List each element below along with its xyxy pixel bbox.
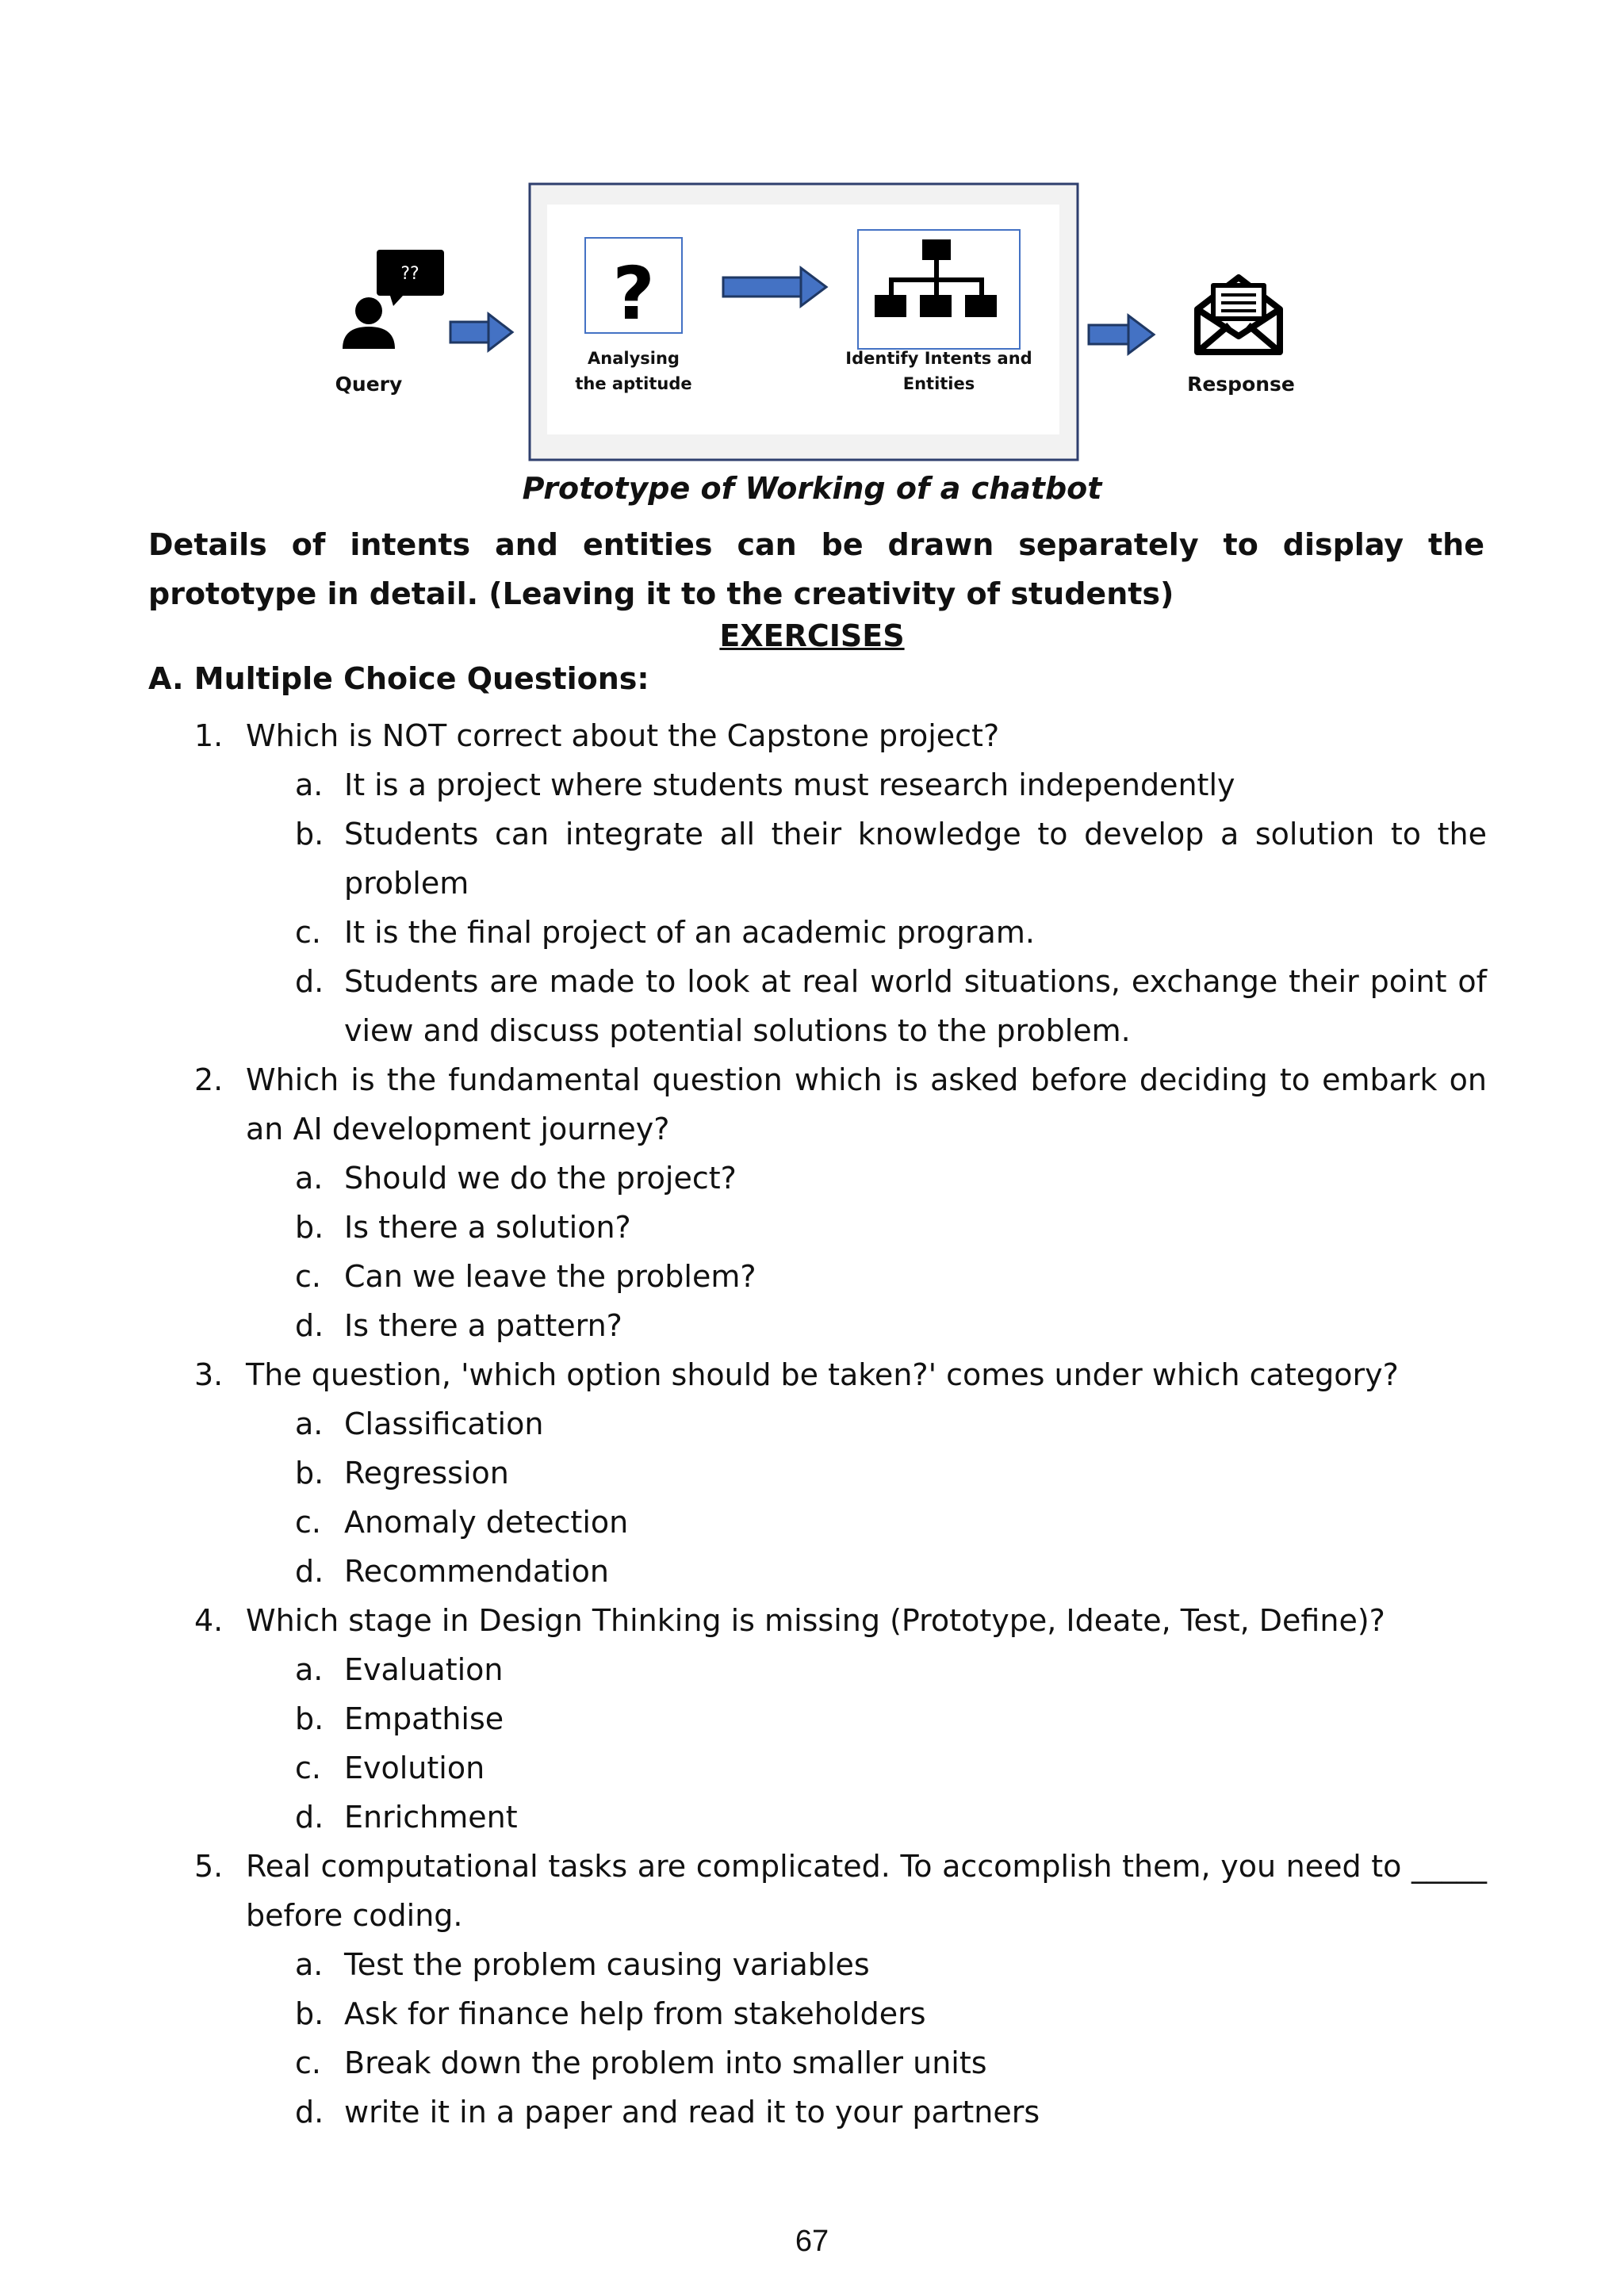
page-number: 67 [795,2225,829,2258]
option-text: Evolution [344,1751,485,1785]
option-letter: d. [295,1800,324,1835]
option-text: Test the problem causing variables [344,1947,870,1982]
option-letter: a. [295,1406,324,1441]
option-text: Should we do the project? [344,1161,737,1196]
figure-caption: Prototype of Working of a chatbot [522,471,1102,506]
diagram-graphic [317,174,1332,476]
question-text: Which is the fundamental question which is asked before deciding to embark on an AI development journey? [246,1062,1487,1146]
question-text: Real computational tasks are complicated. To accomplish them, you need to _____ before coding. [246,1849,1487,1933]
option-letter: b. [295,1456,324,1490]
chatbot-prototype-diagram [317,174,1332,476]
option-letter: a. [295,767,324,802]
option-letter: c. [295,2045,321,2080]
envelope-icon [1197,277,1280,352]
option-letter: c. [295,915,321,950]
option-text: Anomaly detection [344,1505,629,1540]
intro-paragraph: Details of intents and entities can be drawn separately to display the prototype in detail. (Leaving it to the creativity of students) [148,527,1484,611]
exercises-heading: EXERCISES [719,618,905,653]
question-text: Which is NOT correct about the Capstone project? [246,718,1000,753]
response-label: Response [1187,373,1295,396]
arrow-right-icon [450,314,512,350]
option-letter: a. [295,1161,324,1196]
question-number: 3. [194,1357,224,1392]
option-text: Students can integrate all their knowledge to develop a solution to the problem [344,817,1487,901]
question-number: 1. [194,718,224,753]
option-text: Recommendation [344,1554,609,1589]
box2-label-line1: Identify Intents and [845,349,1032,368]
question-text: The question, 'which option should be taken?' comes under which category? [246,1357,1399,1392]
option-letter: c. [295,1259,321,1294]
question-mark-icon: ? [612,251,655,336]
option-text: Empathise [344,1701,504,1736]
option-text: Evaluation [344,1652,504,1687]
question-text: Which stage in Design Thinking is missing (Prototype, Ideate, Test, Define)? [246,1603,1385,1638]
query-label: Query [335,373,403,396]
query-bubble-text: ?? [400,264,419,284]
box2-label-line2: Entities [902,374,975,393]
question-number: 5. [194,1849,224,1884]
option-text: It is the final project of an academic program. [344,915,1035,950]
option-letter: b. [295,1996,324,2031]
option-letter: d. [295,2095,324,2130]
option-letter: b. [295,817,324,851]
option-letter: b. [295,1701,324,1736]
option-text: Classification [344,1406,544,1441]
option-text: It is a project where students must research independently [344,767,1235,802]
option-letter: b. [295,1210,324,1245]
option-text: Can we leave the problem? [344,1259,756,1294]
box1-label-line1: Analysing [588,349,680,368]
option-text: Break down the problem into smaller units [344,2045,987,2080]
option-text: Is there a solution? [344,1210,631,1245]
option-text: write it in a paper and read it to your partners [344,2095,1040,2130]
option-letter: c. [295,1505,321,1540]
option-letter: c. [295,1751,321,1785]
user-query-icon [343,250,444,349]
arrow-right-icon [1089,316,1154,354]
question-number: 2. [194,1062,224,1097]
option-text: Ask for finance help from stakeholders [344,1996,926,2031]
option-text: Is there a pattern? [344,1308,622,1343]
option-letter: d. [295,964,324,999]
option-text: Enrichment [344,1800,518,1835]
question-number: 4. [194,1603,224,1638]
section-title: A. Multiple Choice Questions: [148,661,649,696]
option-letter: a. [295,1652,324,1687]
option-text: Regression [344,1456,509,1490]
option-letter: d. [295,1554,324,1589]
box1-label-line2: the aptitude [575,374,692,393]
option-letter: a. [295,1947,324,1982]
option-text: Students are made to look at real world situations, exchange their point of view and discuss potential solutions to the problem. [344,964,1487,1048]
option-letter: d. [295,1308,324,1343]
